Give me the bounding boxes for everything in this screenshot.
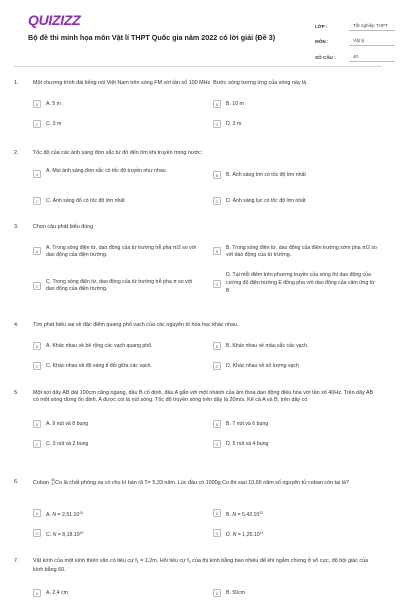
question-number: 3. — [14, 224, 19, 230]
question-7 — [14, 558, 378, 596]
option-a[interactable] — [33, 509, 208, 519]
question-text: Tốc độ của các ánh sáng đơn sắc từ đỏ đến tím khi truyền trong nước: — [33, 150, 203, 156]
question-number: 5. — [14, 390, 19, 396]
option-prefix: D. — [226, 531, 233, 538]
option-a[interactable] — [33, 100, 203, 108]
option-b[interactable] — [213, 589, 388, 597]
meta-label: SỐ CÂU : — [315, 54, 336, 60]
option-mantissa: = 8,18.10 — [56, 531, 80, 538]
nuclide-atomic-number: 27 — [51, 481, 56, 486]
option-prefix: A. — [46, 511, 53, 518]
option-exponent: 21 — [259, 530, 264, 535]
option-d[interactable] — [213, 440, 388, 448]
option-exponent: 20 — [79, 530, 84, 535]
option-text: D. Tại mỗi điểm trên phương truyền của sóng thì dao động của cường độ điện trường E đồng pha với dao động của cảm ứng từ B — [226, 271, 375, 295]
option-b[interactable] — [213, 100, 383, 108]
option-text: D. 5 nút và 4 bụng — [226, 440, 269, 447]
option-variable: N — [52, 531, 57, 538]
option-box[interactable]: C — [33, 120, 41, 128]
option-box[interactable]: B — [213, 171, 221, 179]
option-b[interactable] — [213, 420, 388, 428]
option-variable: N — [232, 531, 237, 538]
option-mantissa: = 1,25.10 — [236, 531, 260, 538]
option-a[interactable] — [33, 420, 208, 428]
header-divider — [14, 66, 382, 67]
meta-label: LỚP : — [315, 23, 328, 29]
option-text: C. 3 m — [46, 120, 62, 127]
option-box[interactable]: A — [33, 170, 41, 178]
option-exponent: 24 — [79, 510, 84, 515]
option-text: B. 10 m — [226, 100, 244, 107]
option-text: C. 3 nút và 2 bụng — [46, 440, 89, 447]
meta-table — [315, 15, 395, 62]
option-box[interactable]: C — [33, 282, 41, 290]
option-a[interactable] — [33, 342, 208, 350]
option-text: B. Trong sóng điện từ, dao động của điện trường sớm pha π/2 so với dao động của từ trường. — [226, 244, 377, 258]
question-number: 2. — [14, 150, 19, 156]
option-b[interactable] — [213, 244, 388, 259]
option-text — [46, 529, 83, 539]
nuclide-symbol: Co — [55, 480, 63, 487]
option-d[interactable] — [213, 270, 388, 296]
option-box[interactable]: D — [213, 280, 221, 288]
option-text — [226, 529, 263, 539]
option-c[interactable] — [33, 362, 208, 370]
option-box[interactable]: A — [33, 247, 41, 255]
option-box[interactable]: D — [213, 362, 221, 370]
option-box[interactable]: D — [213, 529, 221, 537]
option-text: D. 2 m — [226, 120, 242, 127]
meta-value: 40 — [349, 54, 395, 62]
option-b[interactable] — [213, 171, 383, 179]
option-text: A. Trong sóng điện từ, dao động của từ trường trễ pha π/2 so với dao động của điện trường. — [46, 244, 197, 258]
question-text: Một chương trình đài tiếng nói Việt Nam trên sóng FM với tần số 100 MHz. Bước sóng tương ứng của sóng này là — [33, 80, 307, 86]
question-text-after: là chất phóng xạ có chu kì bán rã T= 5,33 năm. Lúc đầu có 1000g Co thì sau 10,66 năm số nguyên tử coban còn tại là? — [63, 480, 349, 487]
question-text: Tìm phát biểu sai về đặc điểm quang phổ vạch của các nguyên tố hóa học khác nhau. — [33, 322, 239, 328]
meta-value: Vật lý — [349, 38, 395, 46]
option-box[interactable]: D — [213, 440, 221, 448]
option-text: B. 50cm — [226, 589, 246, 596]
option-box[interactable]: D — [213, 197, 221, 205]
option-a[interactable] — [33, 244, 208, 259]
question-text-part: = 1,2m. Hỏi tiêu cự f — [138, 558, 189, 564]
question-number: 4. — [14, 322, 19, 328]
option-text: C. Ánh sáng đỏ có tốc độ lớn nhất — [46, 197, 125, 204]
meta-row-subject — [315, 31, 395, 47]
question-text-part: Vật kính của một kính thiên văn có tiêu cự f — [33, 558, 137, 564]
question-number: 7. — [14, 558, 19, 564]
option-box[interactable]: B — [213, 100, 221, 108]
option-box[interactable]: A — [33, 100, 41, 108]
question-text-part: của thị kính bằng bao nhiêu để khi ngắm chừng ở vô cực, độ bội giác của kính bằng 60. — [33, 558, 369, 573]
option-text: C. Khác nhau về độ sáng tỉ đối giữa các vạch. — [46, 362, 152, 369]
option-box[interactable]: B — [213, 589, 221, 597]
option-b[interactable] — [213, 509, 388, 519]
option-box[interactable]: A — [33, 589, 41, 597]
option-box[interactable]: B — [213, 342, 221, 350]
option-variable: N — [232, 511, 237, 518]
option-mantissa: = 5,42.10 — [236, 511, 260, 518]
option-text: A. Mọi ánh sáng đơn sắc có tốc độ truyền như nhau — [46, 167, 166, 174]
option-d[interactable] — [213, 197, 383, 205]
question-text — [33, 479, 378, 488]
meta-row-count — [315, 46, 395, 62]
option-box[interactable]: C — [33, 362, 41, 370]
option-text — [46, 509, 83, 519]
option-d[interactable] — [213, 362, 388, 370]
option-box[interactable]: B — [213, 247, 221, 255]
meta-label: MÔN : — [315, 39, 329, 44]
option-c[interactable] — [33, 197, 203, 205]
option-text: B. 7 nút và 6 bụng — [226, 420, 269, 427]
subscript: 2 — [188, 560, 191, 564]
option-text: D. Ánh sáng lục có tốc độ lớn nhất — [226, 197, 306, 204]
option-text: B. Khác nhau về màu sắc các vạch. — [226, 342, 309, 349]
option-prefix: C. — [46, 531, 53, 538]
worksheet-header — [14, 0, 388, 64]
meta-value: Tốt nghiệp THPT — [349, 23, 395, 31]
option-box[interactable]: A — [33, 420, 41, 428]
option-box[interactable]: B — [213, 420, 221, 428]
question-text-before: Coban — [33, 480, 49, 487]
subscript: 1 — [136, 560, 139, 564]
option-box[interactable]: D — [213, 120, 221, 128]
option-a[interactable] — [33, 589, 208, 597]
option-text: A. 2,4 cm — [46, 589, 68, 596]
option-b[interactable] — [213, 342, 388, 350]
option-a[interactable] — [33, 167, 203, 178]
question-number: 6. — [14, 479, 19, 485]
option-d[interactable] — [213, 120, 383, 128]
question-text — [33, 558, 378, 574]
option-text — [226, 509, 263, 519]
nuclide-mass-number: 60 — [51, 478, 56, 482]
option-box[interactable]: B — [213, 509, 221, 517]
option-variable: N — [52, 511, 57, 518]
option-text: A. Khác nhau về bề rộng các vạch quang phổ. — [46, 342, 153, 349]
question-number: 1. — [14, 80, 19, 86]
option-d[interactable] — [213, 529, 388, 539]
option-box[interactable]: A — [33, 342, 41, 350]
option-exponent: 22 — [259, 510, 264, 515]
quizizz-logo: QUIZIZZ — [28, 12, 81, 28]
question-6 — [14, 478, 378, 538]
meta-row-class — [315, 15, 395, 31]
option-text: C. Trong sóng điện từ, dao động của từ trường trễ pha π so với dao động của điện trường. — [46, 278, 193, 292]
option-box[interactable]: C — [33, 197, 41, 205]
option-box[interactable]: A — [33, 509, 41, 517]
option-c[interactable] — [33, 529, 208, 539]
page-title: Bộ đề thi minh họa môn Vật lí THPT Quốc gia năm 2022 có lời giải (Đề 3) — [28, 33, 276, 42]
question-4 — [14, 322, 378, 369]
option-text: A. 5 m — [46, 100, 61, 107]
option-text: D. Khác nhau về số lượng vạch — [226, 362, 299, 369]
option-c[interactable] — [33, 278, 208, 293]
question-2 — [14, 150, 378, 204]
question-text: Chọn câu phát biểu đúng — [33, 224, 94, 230]
option-text: B. Ánh sáng tím có tốc độ lớn nhất — [226, 171, 306, 178]
option-c[interactable] — [33, 440, 208, 448]
option-mantissa: = 2,51.10 — [56, 511, 80, 518]
question-text: Một sợi dây AB dài 100cm căng ngang, đầu B cố định, đầu A gắn với một nhánh của âm thoa dao động điều hòa với tần số 40Hz. Trên dây AB có một sóng dừng ổn định, A được coi là nút sóng. Tốc độ truyền sóng trên dây là 20m/s. Kể cả A và B, trên dây có — [33, 390, 374, 404]
option-box[interactable]: C — [33, 440, 41, 448]
option-prefix: B. — [226, 511, 233, 518]
question-5 — [14, 390, 378, 447]
question-3 — [14, 224, 378, 295]
option-box[interactable]: C — [33, 529, 41, 537]
option-c[interactable] — [33, 120, 203, 128]
option-text: A. 9 nút và 8 bụng — [46, 420, 89, 427]
question-1 — [14, 80, 378, 127]
